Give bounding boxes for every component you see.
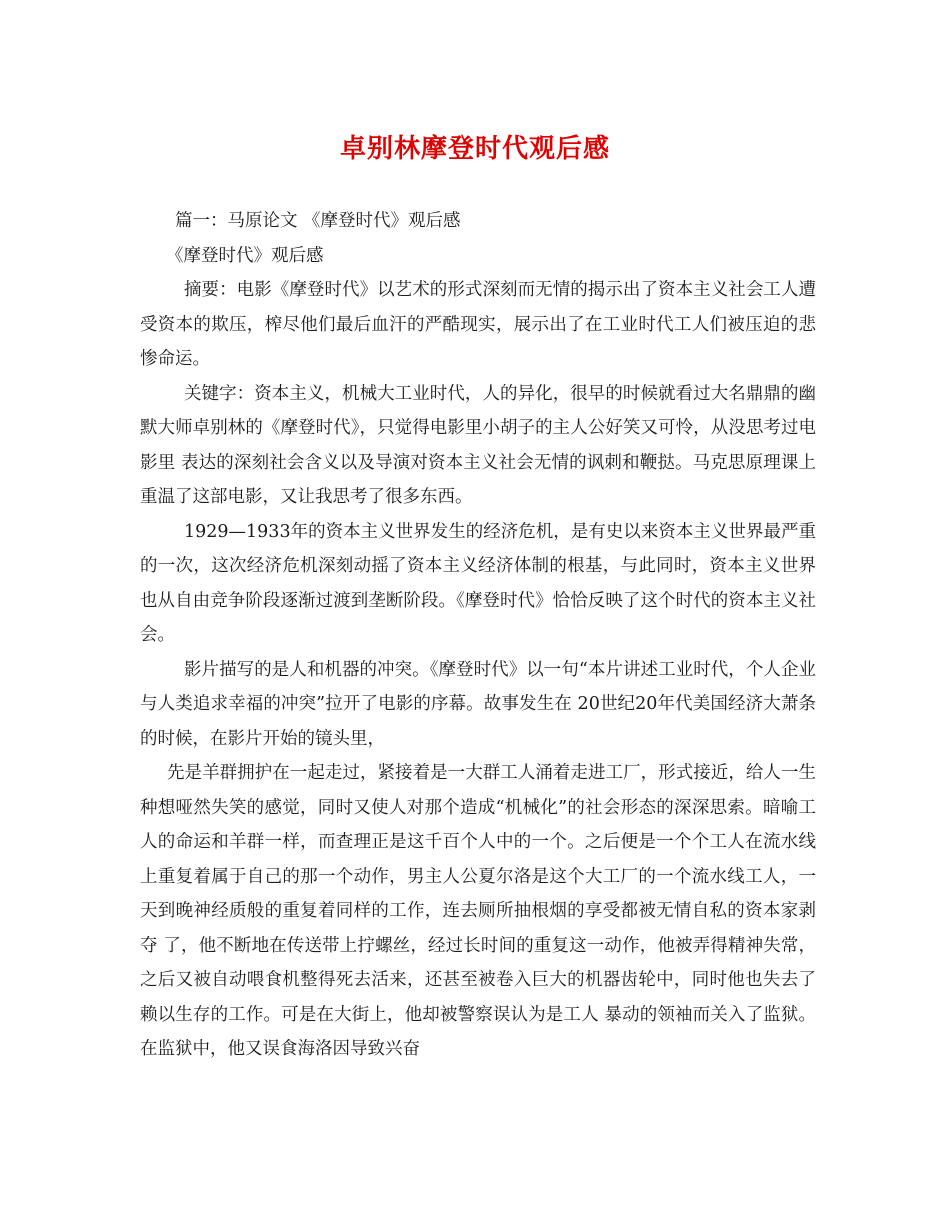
section-heading: 篇一：马原论文 《摩登时代》观后感 bbox=[175, 211, 461, 231]
abstract-paragraph: 摘要：电影《摩登时代》以艺术的形式深刻而无情的揭示出了资本主义社会工人遭受资本的欺压，榨尽他们最后血汗的严酷现实，展示出了在工业时代工人们被压迫的悲惨命运。 bbox=[140, 280, 816, 369]
body-paragraph: 1929—1933年的资本主义世界发生的经济危机，是有史以来资本主义世界最严重的一次，这次经济危机深刻动摇了资本主义经济体制的根基，与此同时，资本主义世界也从自由竞争阶段逐渐过渡到垄断阶段。《摩登时代》恰恰反映了这个时代的资本主义社会。 bbox=[140, 521, 816, 645]
keywords-paragraph: 关键字：资本主义，机械大工业时代，人的异化，很早的时候就看过大名鼎鼎的幽默大师卓别林的《摩登时代》，只觉得电影里小胡子的主人公好笑又可怜，从没思考过电影里 表达的深刻社会含义以及导演对资本主义社会无情的讽刺和鞭挞。马克思原理课上重温了这部电影，又让我思考了很多东西。 bbox=[140, 383, 816, 507]
body-paragraph: 影片描写的是人和机器的冲突。《摩登时代》以一句“本片讲述工业时代，个人企业与人类追求幸福的冲突”拉开了电影的序幕。故事发生在 20世纪20年代美国经济大萧条的时候，在影片开始的镜头里， bbox=[140, 659, 816, 749]
body-paragraph: 先是羊群拥护在一起走过，紧接着是一大群工人涌着走进工厂，形式接近，给人一生种想哑然失笑的感觉，同时又使人对那个造成“机械化”的社会形态的深深思索。暗喻工人的命运和羊群一样，而查理正是这千百个人中的一个。之后便是一个个工人在流水线上重复着属于自己的那一个动作，男主人公夏尔洛是这个大工厂的一个流水线工人，一天到晚神经质般的重复着同样的工作，连去厕所抽根烟的享受都被无情自私的资本家剥夺 了，他不断地在传送带上拧螺丝，经过长时间的重复这一动作，他被弄得精神失常，之后又被自动喂食机整得死去活来，还甚至被卷入巨大的机器齿轮中，同时他也失去了赖以生存的工作。可是在大街上，他却被警察误认为是工人 暴动的领袖而关入了监狱。在监狱中，他又误食海洛因导致兴奋 bbox=[140, 763, 816, 1059]
section-subheading: 《摩登时代》观后感 bbox=[166, 245, 324, 266]
document-body bbox=[140, 204, 816, 1067]
document-title: 卓别林摩登时代观后感 bbox=[339, 134, 610, 164]
